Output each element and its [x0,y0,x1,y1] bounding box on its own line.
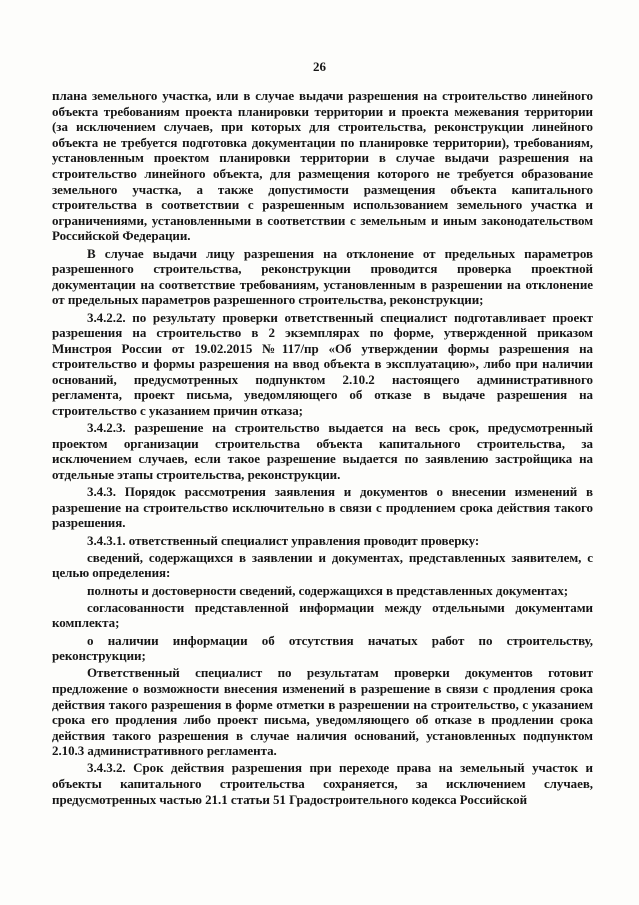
paragraph: 3.4.2.3. разрешение на строительство выдается на весь срок, предусмотренный проектом организации строительства объекта капитального строительства, за исключением случаев, если такое разрешение выдается по заявлению застройщика на отдельные этапы строительства, реконструкции. [52,420,593,483]
body-text [52,58,593,807]
paragraph: 3.4.3. Порядок рассмотрения заявления и документов о внесении изменений в разрешение на строительство исключительно в связи с продлением срока действия такого разрешения. [52,484,593,531]
paragraph: Ответственный специалист по результатам проверки документов готовит предложение о возможности внесения изменений в разрешение в связи с продления срока действия такого разрешения в форме отметки в разрешении на строительство, с указанием срока его продления либо проект письма, уведомляющего об отказе в продлении срока действия такого разрешения в случае наличия оснований, установленных подпунктом 2.10.3 административного регламента. [52,665,593,759]
paragraph: В случае выдачи лицу разрешения на отклонение от предельных параметров разрешенного строительства, реконструкции проводится проверка проектной документации на соответствие требованиям, установленным в разрешении на отклонение от предельных параметров разрешенного строительства, реконструкции; [52,245,593,308]
paragraph: 3.4.3.1. ответственный специалист управления проводит проверку: [87,532,480,548]
page-number: 26 [313,59,326,74]
paragraph: о наличии информации об отсутствия начатых работ по строительству, реконструкции; [52,632,593,664]
paragraph: 3.4.2.2. по результату проверки ответственный специалист подготавливает проект разрешения на строительство в 2 экземплярах по форме, утвержденной приказом Минстроя России от 19.02.2015 №117/пр «Об утверждении формы разрешения на строительство и формы разрешения на ввод объекта в эксплуатацию», либо при наличии оснований, предусмотренных подпунктом 2.10.2 настоящего административного регламента, проект письма, уведомляющего об отказе в выдаче разрешения на строительство с указанием причин отказа; [52,309,593,419]
paragraph: согласованности представленной информации между отдельными документами комплекта; [52,599,593,631]
paragraph: 3.4.3.2. Срок действия разрешения при переходе права на земельный участок и объекты капитального строительства сохраняется, за исключением случаев, предусмотренных частью 21.1 статьи 51 Градостроительного кодекса Российской [52,760,593,807]
paragraph: плана земельного участка, или в случае выдачи разрешения на строительство линейного объекта требованиям проекта планировки территории и проекта межевания территории (за исключением случаев, при которых для строительства, реконструкции линейного объекта не требуется подготовка документации по планировке территории), требованиям, установленным проектом планировки территории в случае выдачи разрешения на строительство линейного объекта, для размещения которого не требуется образование земельного участка, а также допустимости размещения объекта капитального строительства в соответствии с разрешенным использованием земельного участка и ограничениями, установленными в соответствии с земельным и иным законодательством Российской Федерации. [52,88,593,244]
paragraph: полноты и достоверности сведений, содержащихся в представленных документах; [87,582,569,598]
paragraph: сведений, содержащихся в заявлении и документах, представленных заявителем, с целью определения: [52,549,593,581]
